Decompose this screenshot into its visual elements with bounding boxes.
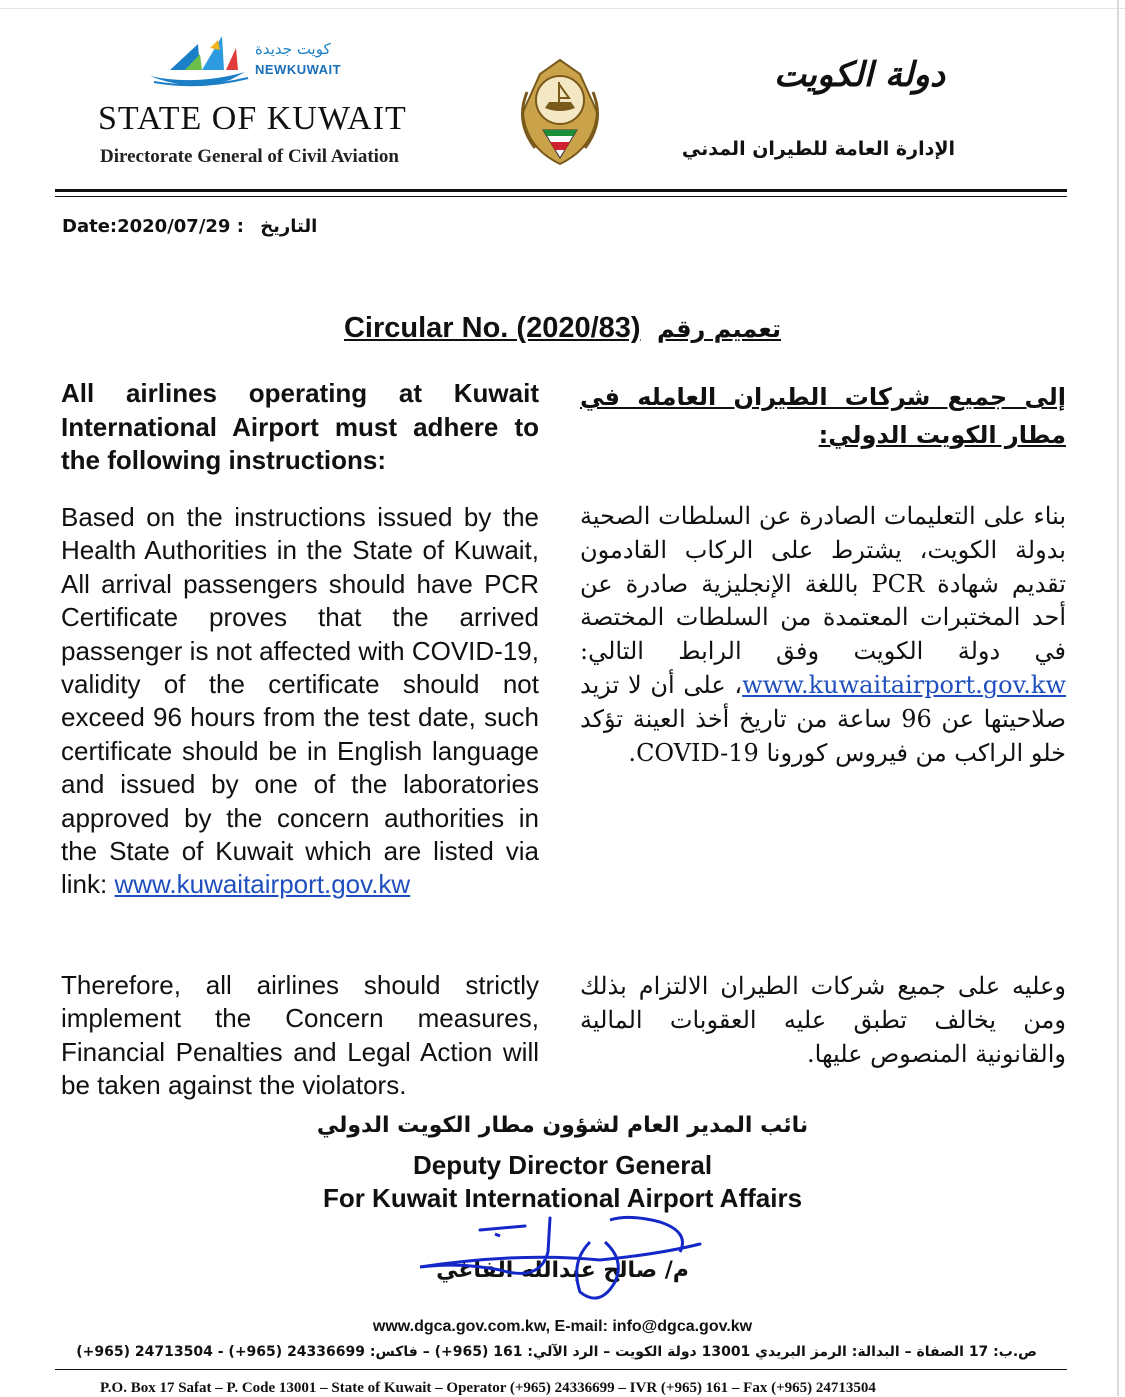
arabic-body-text-1: بناء على التعليمات الصادرة عن السلطات الصحية بدولة الكويت، يشترط على الركاب القادمون تقديم شهادة PCR باللغة الإنجليزية صادرة عن أحد المختبرات المعتمدة من السلطات المختصة في دولة الكويت وفق الرابط التالي: (580, 502, 1066, 666)
newkuwait-english-text: NEWKUWAIT (255, 62, 342, 77)
kuwait-emblem-icon (505, 52, 615, 172)
dgca-title-en: Directorate General of Civil Aviation (100, 146, 399, 167)
signatory-title-ar: نائب المدير العام لشؤون مطار الكويت الدولي (316, 1113, 809, 1138)
english-heading-block (61, 377, 539, 478)
signatory-name-ar: م/ صالح عبدالله الفاغي (436, 1258, 689, 1283)
english-body-text: Based on the instructions issued by the Health Authorities in the State of Kuwait, All arrival passengers should have PCR Certificate proves that the arrived passenger is not affected with COVID-19, validity of the certificate should not exceed 96 hours from the test date, such certificate should be in English language and issued by one of the laboratories approved by the concern authorities in the State of Kuwait which are listed via link: (61, 502, 539, 900)
circular-number-ar: تعميم رقم (657, 315, 781, 343)
state-title-ar: دولة الكويت (774, 55, 945, 95)
english-body-block (61, 501, 539, 902)
english-airport-link[interactable]: www.kuwaitairport.gov.kw (114, 869, 411, 900)
arabic-closing-block (580, 970, 1066, 1071)
signatory-title-en-1: Deputy Director General (412, 1150, 713, 1180)
page-edge-top (0, 8, 1125, 9)
footer-address-ar: ص.ب: 17 الصفاة – البدالة: الرمز البريدي 13001 دولة الكويت – الرد الآلي: 161 (965+) – فاكس: 24336699 (965+) - 24713504 (965+) (76, 1344, 1037, 1360)
english-heading: All airlines operating at Kuwait International Airport must adhere to the following instructions: (61, 378, 539, 475)
arabic-closing: وعليه على جميع شركات الطيران الالتزام بذلك ومن يخالف تطبق عليه العقوبات المالية والقانونية المنصوص عليها. (580, 972, 1066, 1068)
handwritten-signature-icon (400, 1212, 720, 1312)
circular-number (0, 312, 1125, 345)
footer-rule (55, 1369, 1067, 1370)
arabic-body-block (580, 500, 1066, 770)
arabic-body-text-2: ، على أن لا تزيد صلاحيتها عن 96 ساعة من تاريخ أخذ العينة تؤكد خلو الراكب من فيروس كورونا COVID-19. (580, 670, 1066, 767)
footer-address-en: P.O. Box 17 Safat – P. Code 13001 – State of Kuwait – Operator (+965) 24336699 – IVR (+965) 161 – Fax (+965) 24713504 (100, 1380, 876, 1396)
newkuwait-arabic-text: كويت جديدة (255, 40, 331, 58)
circular-number-en: Circular No. (2020/83) (343, 312, 641, 344)
arabic-body (580, 500, 1066, 770)
date-label-en: Date:2020/07/29 : (62, 216, 244, 237)
arabic-heading-block (580, 378, 1066, 454)
state-title-en: STATE OF KUWAIT (98, 100, 407, 137)
english-closing-block (61, 969, 539, 1103)
date-line (62, 216, 317, 237)
header-rule-thin (55, 196, 1067, 197)
dgca-title-ar: الإدارة العامة للطيران المدني (681, 138, 955, 160)
arabic-airport-link[interactable]: www.kuwaitairport.gov.kw (742, 670, 1066, 699)
footer-contact: www.dgca.gov.com.kw, E-mail: info@dgca.gov.kw (372, 1318, 753, 1335)
header-rule-thick (55, 189, 1067, 192)
english-closing: Therefore, all airlines should strictly implement the Concern measures, Financial Penalties and Legal Action will be taken against the violators. (61, 970, 539, 1101)
signatory-title-en-2: For Kuwait International Airport Affairs (322, 1183, 803, 1213)
date-label-ar: التاريخ (260, 216, 318, 237)
english-body (61, 501, 539, 902)
arabic-heading: إلى جميع شركات الطيران العامله في مطار الكويت الدولي: (580, 383, 1066, 449)
